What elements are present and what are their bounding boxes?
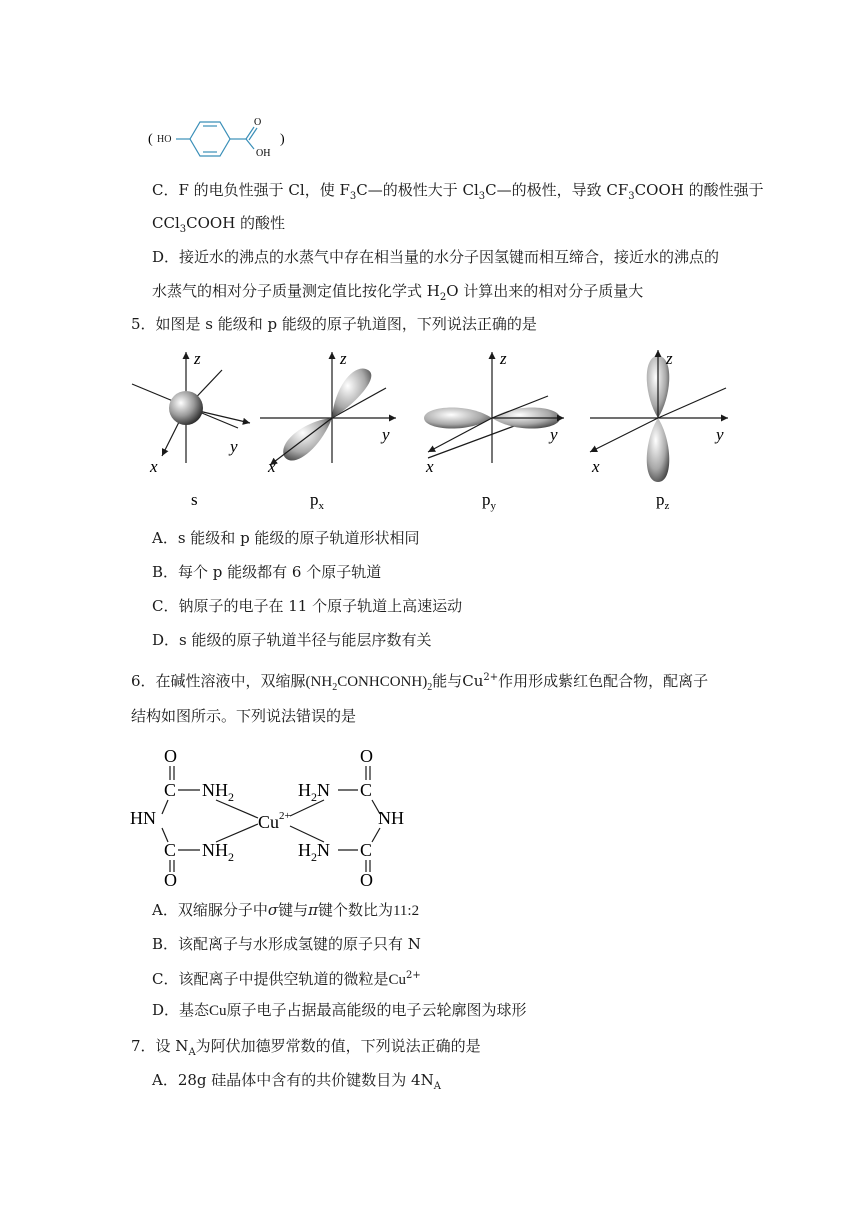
q6-option-b: B．该配离子与水形成氢键的原子只有 N — [152, 935, 421, 953]
q5-option-d: D．s 能级的原子轨道半径与能层序数有关 — [152, 631, 432, 649]
o-atom: O — [164, 746, 177, 766]
q7-option-a: A．28g 硅晶体中含有的共价键数目为 $4N_A$ — [152, 1071, 441, 1092]
q4-option-c-line1: C．F 的电负性强于 Cl，使 $F_3C—$的极性大于 $Cl_3C—$的极性，导致 $CF_3COOH$ 的酸性强于 — [152, 181, 764, 202]
q7-stem: 7．设 $N_A$为阿伏加德罗常数的值，下列说法正确的是 — [131, 1037, 481, 1058]
o-atom: O — [360, 870, 373, 888]
c-atom: C — [360, 840, 373, 860]
paren-close: ) — [280, 132, 285, 147]
nh2-group: $NH_2$ — [202, 780, 234, 804]
q6-stem-line2: 结构如图所示。下列说法错误的是 — [131, 707, 357, 725]
biuret-copper-complex-structure — [128, 738, 418, 888]
pz-label: $p_z$ — [656, 490, 670, 512]
axis-z-label: z — [666, 349, 673, 368]
nh-atom: NH — [378, 808, 404, 828]
q5-option-c: C．钠原子的电子在 11 个原子轨道上高速运动 — [152, 597, 463, 615]
q5-option-b: B．每个 p 能级都有 6 个原子轨道 — [152, 563, 382, 581]
axis-z-label: z — [500, 349, 507, 368]
hn-atom: HN — [130, 808, 156, 828]
py-label: $p_y$ — [482, 490, 496, 512]
paren-open: ( — [148, 132, 153, 147]
axis-y-label: y — [382, 425, 390, 444]
cu-ion: $Cu^{2+}$ — [258, 810, 291, 832]
px-orbital — [260, 349, 396, 512]
axis-x-label: x — [150, 457, 158, 476]
ho-label: HO — [157, 134, 172, 145]
s-label: s — [191, 490, 198, 509]
s-orbital — [132, 349, 250, 509]
q5-stem: 5．如图是 s 能级和 p 能级的原子轨道图，下列说法正确的是 — [131, 315, 537, 333]
orbital-diagram — [128, 348, 738, 513]
axis-y-label: y — [230, 437, 238, 456]
o-atom: O — [164, 870, 177, 888]
h2n-group: $H_2N$ — [298, 780, 330, 804]
c-atom: C — [360, 780, 373, 800]
axis-x-label: x — [426, 457, 434, 476]
q6-option-a: A．双缩脲分子中σ键与π键个数比为11:2 — [152, 901, 420, 919]
pz-orbital — [590, 349, 728, 512]
axis-y-label: y — [716, 425, 724, 444]
nh2-group: $NH_2$ — [202, 840, 234, 864]
q6-stem-line1: 6．在碱性溶液中，双缩脲$(NH_2CONHCONH)_2$能与$Cu^{2+}$作用形成紫红色配合物，配离子 — [131, 672, 709, 693]
q6-option-c: C．该配离子中提供空轨道的微粒是$Cu^{2+}$ — [152, 970, 421, 988]
oh-label: OH — [256, 148, 271, 159]
axis-y-label: y — [550, 425, 558, 444]
hydroxybenzoic-acid-structure — [148, 112, 298, 162]
c-atom: C — [164, 780, 177, 800]
h2n-group: $H_2N$ — [298, 840, 330, 864]
c-atom: C — [164, 840, 177, 860]
axis-x-label: x — [592, 457, 600, 476]
axis-z-label: z — [340, 349, 347, 368]
o-label: O — [254, 117, 262, 128]
o-atom: O — [360, 746, 373, 766]
px-label: $p_x$ — [310, 490, 324, 512]
axis-z-label: z — [194, 349, 201, 368]
axis-x-label: x — [268, 457, 276, 476]
q6-option-d: D．基态Cu原子电子占据最高能级的电子云轮廓图为球形 — [152, 1001, 527, 1019]
q4-option-c-line2: CCl$_3$COOH 的酸性 — [152, 214, 286, 235]
q4-option-d-line2: 水蒸气的相对分子质量测定值比按化学式 $H_2O$ 计算出来的相对分子质量大 — [152, 282, 644, 303]
q4-option-d-line1: D．接近水的沸点的水蒸气中存在相当量的水分子因氢键而相互缔合，接近水的沸点的 — [152, 248, 720, 266]
py-orbital — [424, 349, 564, 512]
q5-option-a: A．s 能级和 p 能级的原子轨道形状相同 — [152, 529, 420, 547]
